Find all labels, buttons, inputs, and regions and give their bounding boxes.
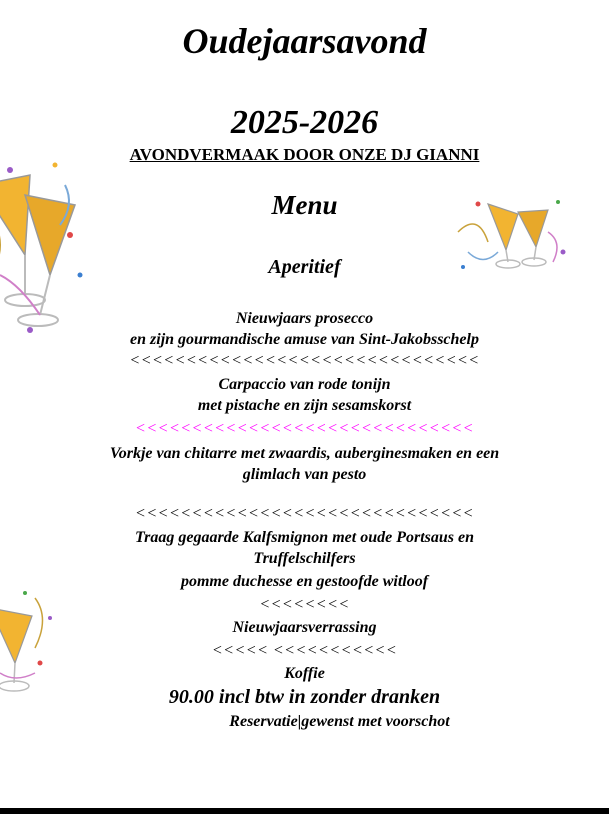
- menu-line: glimlach van pesto: [242, 466, 367, 483]
- menu-line: Vorkje van chitarre met zwaardis, auberginesmaken en een: [109, 445, 500, 462]
- menu-line: Koffie: [284, 665, 325, 682]
- bottom-rule: [0, 808, 609, 814]
- separator: <<<<<<<<: [259, 596, 350, 613]
- course-header: Aperitief: [268, 256, 341, 278]
- separator: <<<<<<<<<<<<<<<<<<<<<<<<<<<<<<: [135, 505, 474, 522]
- menu-line: met pistache en zijn sesamskorst: [197, 397, 412, 414]
- separator: <<<<<<<<<<<<<<<<<<<<<<<<<<<<<<<: [129, 352, 480, 369]
- page-title: Oudejaarsavond: [182, 21, 427, 61]
- menu-title: Menu: [271, 190, 338, 220]
- separator-pink: <<<<<<<<<<<<<<<<<<<<<<<<<<<<<<: [135, 420, 474, 437]
- reservation-note: Reservatie|gewenst met voorschot: [229, 713, 450, 730]
- menu-line: Nieuwjaarsverrassing: [232, 619, 377, 636]
- separator: <<<<< <<<<<<<<<<<: [211, 642, 398, 659]
- menu-line: Truffelschilfers: [253, 550, 356, 567]
- price-line: 90.00 incl btw in zonder dranken: [168, 686, 441, 708]
- menu-line: Nieuwjaars prosecco: [235, 310, 374, 327]
- subtitle: AVONDVERMAAK DOOR ONZE DJ GIANNI: [129, 145, 480, 164]
- menu-line: Carpaccio van rode tonijn: [218, 376, 391, 393]
- menu-line: Traag gegaarde Kalfsmignon met oude Portsaus en: [135, 529, 474, 546]
- menu-line: pomme duchesse en gestoofde witloof: [180, 573, 429, 590]
- menu-line: en zijn gourmandische amuse van Sint-Jakobsschelp: [130, 331, 479, 348]
- year-heading: 2025-2026: [230, 104, 379, 141]
